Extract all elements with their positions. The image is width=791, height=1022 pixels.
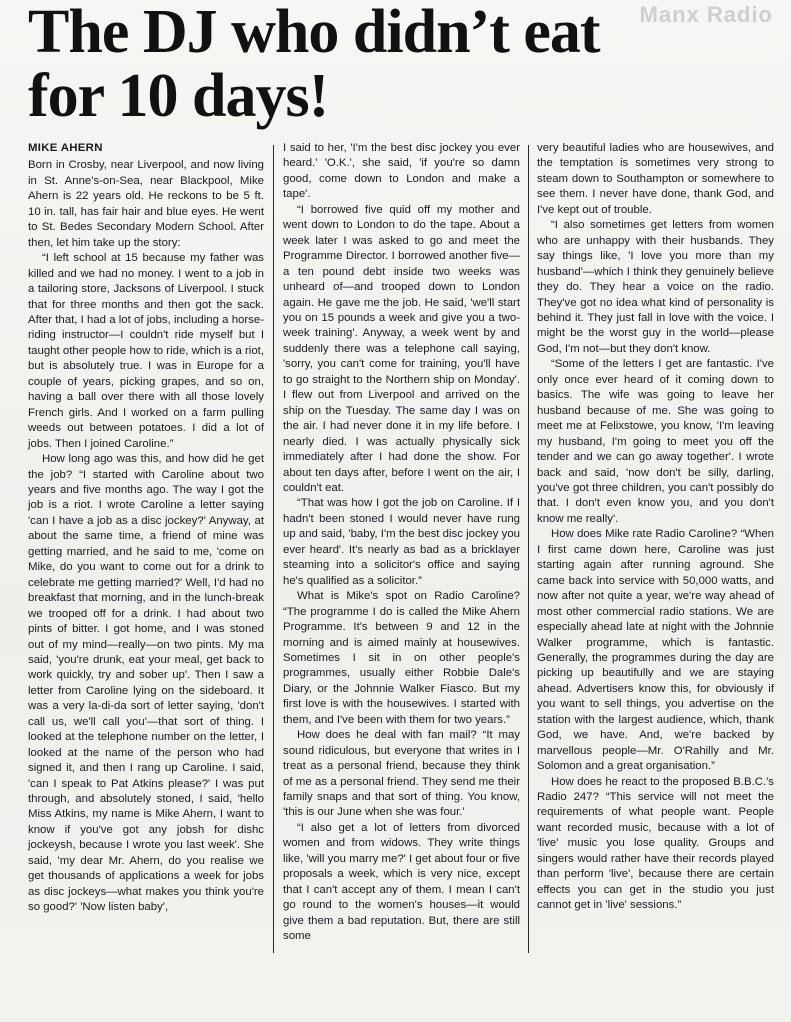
byline: MIKE AHERN	[28, 142, 103, 154]
article-headline	[28, 0, 768, 128]
paragraph: How does he react to the proposed B.B.C.'s Radio 247? “This service will not meet the requirements of what people want. People want recorded music, because with a lot of 'live' music you lose quality. Groups and singers would rather have their records played than perform 'live', because there are certain effects you can get in the studio you just cannot get in 'live' sessions.”	[537, 775, 774, 912]
column-divider	[528, 145, 529, 953]
paragraph: “I also get a lot of letters from divorced women and from widows. They write things like, 'will you marry me?' I get about four or five proposals a week, which is very nice, except that I can't accept any of them. I mean I can't go round to the women's houses—it would give them a bad reputation. But, there are still some	[283, 821, 520, 943]
article-column-3	[537, 141, 774, 914]
headline-line-1: The DJ who didn’t eat	[28, 0, 600, 66]
paragraph: “I also sometimes get letters from women who are unhappy with their husbands. They say things like, 'I love you more than my husband'—which I think they genuinely believe they do. They hear a voice on the radio. They've got no idea what kind of personality is behind it. They just fall in love with the voice. I might be the worst guy in the world—please God, I'm not—but they don't know.	[537, 219, 774, 355]
paragraph: How does he deal with fan mail? “It may sound ridiculous, but everyone that writes in I treat as a personal friend, because they think of me as a personal friend. They send me their family snaps and that sort of thing. You know, 'this is our June when she was four.'	[283, 729, 520, 819]
paragraph: Born in Crosby, near Liverpool, and now living in St. Anne's-on-Sea, near Blackpool, Mike Ahern is 22 years old. He reckons to be 5 ft. 10 in. tall, has fair hair and blue eyes. He went to St. Bedes Secondary Modern School. After then, let him take up the story:	[28, 159, 264, 249]
paragraph: How long ago was this, and how did he get the job? “I started with Caroline about two years and five months ago. The way I got the job is a riot. I wrote Caroline a letter saying 'can I have a job as a disc jockey?' Anyway, at about the same time, a friend of mine was getting married, and he said to me, 'come on Mike, do you want to come out for a drink to celebrate me getting married?' Well, I'd had no breakfast that morning, and in the lunch-break we trooped off for a drink. I had about two pints of bitter. I got home, and I was stoned out of my mind—really—on two pints. My ma said, 'you're drunk, eat your meal, get back to work quickly, try and sober up'. Then I saw a letter from Caroline lying on the sideboard. It was a very la-di-da sort of letter saying, 'don't call us, we'll call you'—that sort of thing. I looked at the telephone number on the letter, I looked at the name of the person who had signed it, and then I rang up Caroline. I said, 'can I speak to Pat Atkins please?' I was put through, and absolutely stoned, I said, 'hello Miss Atkins, my name is Mike Ahern, I want to know if you've got any jobsh for dishc jockeysh, because I wrote you last week'. She said, 'my dear Mr. Ahern, do you realise we get thousands of applications a week for jobs as disc jockeys—what makes you think you're so good?' 'Now listen baby',	[28, 453, 264, 914]
paragraph: I said to her, 'I'm the best disc jockey you ever heard.' 'O.K.', she said, 'if you're so damn good, come down to London and make a tape'.	[283, 142, 520, 201]
article-column-1	[28, 141, 264, 916]
paragraph: “I left school at 15 because my father was killed and we had no money. I went to a job in a tailoring store, Jacksons of Liverpool. I stuck that for three months and then got the sack. After that, I had a lot of jobs, including a horse-riding instructor—I couldn't ride myself but I taught other people how to ride, which is a riot, but is absolutely true. I was in Europe for a couple of years, picking grapes, and so on, having a ball over there with all those lovely French girls. And I worked on a farm pulling weeds out between potatoes. I did a lot of jobs. Then I joined Caroline.”	[28, 252, 264, 450]
paragraph: What is Mike's spot on Radio Caroline? “The programme I do is called the Mike Ahern Programme. It's between 9 and 12 in the morning and is aimed mainly at housewives. Sometimes I sit in on other people's programmes, usually either Robbie Dale's Diary, or the Johnnie Walker Fiasco. But my first love is with the housewives. I started with them, and I've been with them for two years.”	[283, 590, 520, 726]
paragraph: “That was how I got the job on Caroline. If I hadn't been stoned I would never have rung up and said, 'baby, I'm the best disc jockey you ever heard'. It's nearly as bad as a bricklayer steaming into a solicitor's office and saying he's qualified as a solicitor.”	[283, 497, 520, 587]
paragraph: very beautiful ladies who are housewives, and the temptation is sometimes very strong to steam down to Southampton or somewhere to see them. I never have done, thank God, and I've kept out of trouble.	[537, 142, 774, 216]
paragraph: “Some of the letters I get are fantastic. I've only once ever heard of it coming down to basics. The wife was going to leave her husband because of me. She was going to meet me at Felixstowe, you know, 'I'm leaving my husband, I'm going to meet you off the tender and we can go away together'. I wrote back and said, 'now don't be silly, darling, you've got three children, you can't possibly do that. I don't even know you, and you don't know me really'.	[537, 358, 774, 525]
faint-show-through-text: Manx Radio	[639, 2, 773, 27]
column-divider	[273, 145, 274, 953]
paragraph: “I borrowed five quid off my mother and went down to London to do the tape. About a week later I was asked to go and meet the Programme Director. I borrowed another five—a ten pound debt inside two weeks was unheard of—and trooped down to London again. He gave me the job. He said, 'we'll start you on 15 pounds a week and give you a two-week training'. Anyway, a week went by and suddenly there was a telephone call saying, 'sorry, you can't come for training, you'll have to go straight to the Northern ship on Monday'. I flew out from Liverpool and arrived on the ship on the Tuesday. The same day I was on the air. I had never done it in my life before. I nearly died. I was actually physically sick immediately after I had done the show. For about ten days after, before I went on the air, I couldn't eat.	[283, 203, 520, 494]
article-column-2	[283, 141, 520, 945]
paragraph: How does Mike rate Radio Caroline? “When I first came down here, Caroline was just starting again after running aground. She came back into service with 50,000 watts, and now after not quite a year, we're way ahead of most other commercial radio stations. We are especially ahead late at night with the Johnnie Walker programme, which is fantastic. Generally, the programmes during the day are picking up beautifully and we are staying ahead. Advertisers know this, for obviously if you want to sell things, you advertise on the station with the largest audience, which, thank God, we have. And, we're backed by marvellous people—Mr. O'Rahilly and Mr. Solomon and a great organisation.”	[537, 528, 774, 773]
headline-line-2: for 10 days!	[28, 62, 329, 130]
